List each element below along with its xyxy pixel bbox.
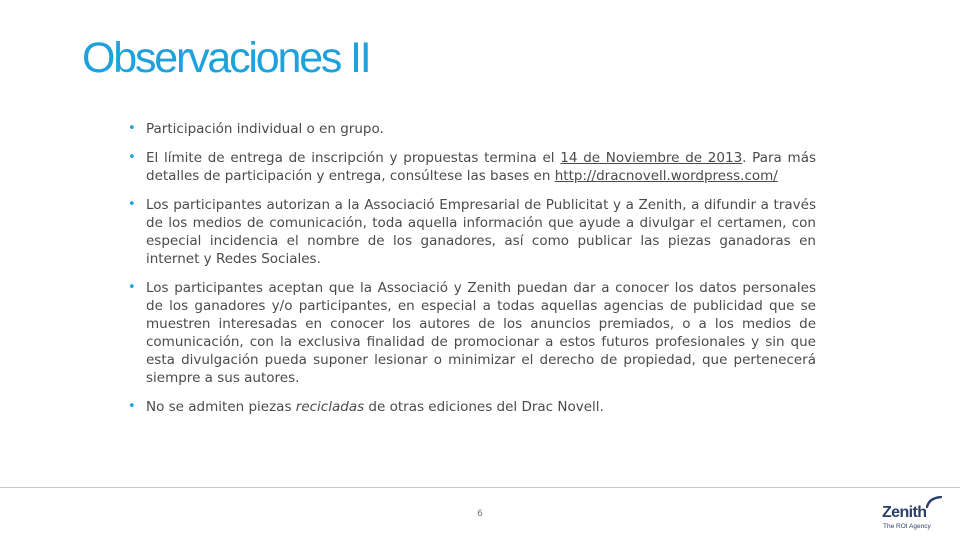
logo-wordmark: Zenith (882, 504, 927, 521)
bullet-text: No se admiten piezas (146, 399, 296, 415)
bullet-dot-icon: • (128, 150, 136, 165)
bullet-item-personal-data (128, 279, 816, 387)
bullet-item-authorization (128, 196, 816, 268)
zenith-logo (882, 496, 942, 536)
bullet-list (128, 120, 816, 427)
bullet-item-deadline (128, 149, 816, 185)
bullet-dot-icon: • (128, 121, 136, 136)
logo-tagline: The ROI Agency (883, 523, 931, 530)
bullet-text: El límite de entrega de inscripción y propuestas termina el (146, 150, 561, 166)
bullet-item-recycled (128, 398, 816, 416)
bullet-dot-icon: • (128, 197, 136, 212)
bullet-text: Los participantes autorizan a la Associació Empresarial de Publicitat y a Zenith, a difundir a través de los medios de comunicación, toda aquella información que ayude a divulgar el certamen, con especial incidencia el nombre de los ganadores, así como publicar las piezas ganadoras en internet y Redes Sociales. (146, 197, 816, 267)
bullet-dot-icon: • (128, 280, 136, 295)
zenith-arc-icon (926, 496, 942, 508)
bullet-emphasis: recicladas (295, 399, 365, 415)
rules-url-link[interactable]: http://dracnovell.wordpress.com/ (554, 168, 778, 184)
bullet-text: Participación individual o en grupo. (146, 121, 384, 137)
bullet-text: Los participantes aceptan que la Associació y Zenith puedan dar a conocer los datos personales de los ganadores y/o participantes, en especial a todas aquellas agencias de publicidad que se muestren interesadas en conocer los autores de los anuncios premiados, o a los medios de comunicación, con la exclusiva finalidad de promocionar a estos futuros profesionales y sin que esta divulgación pueda suponer lesionar o minimizar el derecho de propiedad, que pertenecerá siempre a sus autores. (146, 280, 816, 386)
footer-divider (0, 487, 960, 488)
bullet-item-participation (128, 120, 816, 138)
slide-title: Observaciones II (82, 34, 370, 82)
bullet-text: . Para más detalles de participación y entrega, consúltese las bases en (146, 150, 816, 184)
page-number: 6 (477, 509, 483, 519)
deadline-date-link[interactable]: 14 de Noviembre de 2013 (560, 150, 743, 166)
bullet-text: de otras ediciones del Drac Novell. (364, 399, 604, 415)
bullet-dot-icon: • (128, 399, 136, 414)
